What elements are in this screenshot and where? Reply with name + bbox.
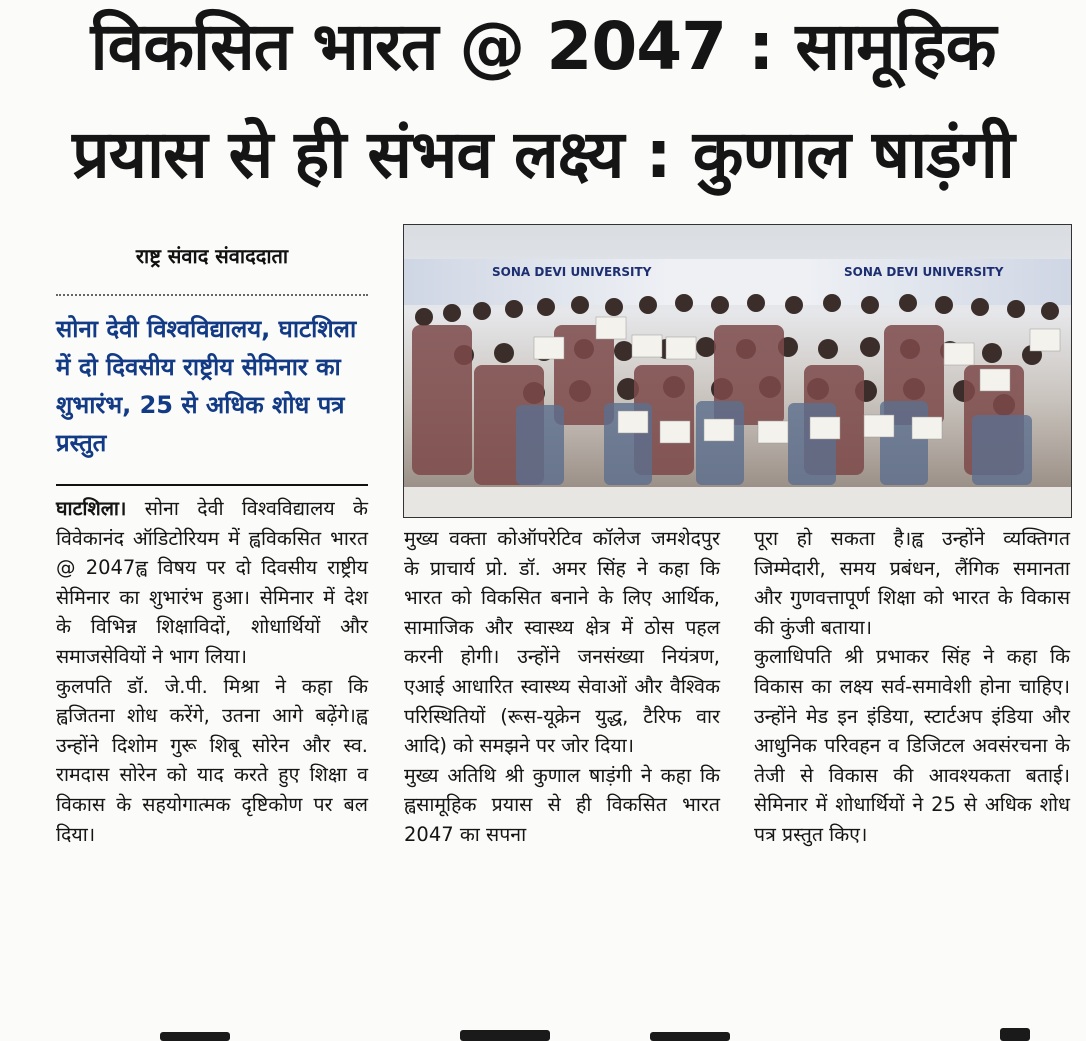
event-group-photo: [403, 224, 1072, 518]
paragraph-6: कुलाधिपति श्री प्रभाकर सिंह ने कहा कि विकास का लक्ष्य सर्व-समावेशी होना चाहिए। उन्होंने मेड इन इंडिया, स्टार्टअप इंडिया और आधुनिक परिवहन व डिजिटल अवसंरचना के तेजी से विकास की आवश्यकता बताई।सेमिनार में शोधार्थियों ने 25 से अधिक शोध पत्र प्रस्तुत किए।: [754, 645, 1070, 846]
crowd-illustration: [404, 225, 1071, 517]
paragraph-1: [56, 494, 368, 672]
byline: राष्ट्र संवाद संवाददाता: [135, 244, 289, 268]
solid-divider: [56, 484, 368, 486]
paragraph-3: मुख्य वक्ता कोऑपरेटिव कॉलेज जमशेदपुर के प्राचार्य प्रो. डॉ. अमर सिंह ने कहा कि भारत को विकसित बनाने के लिए आर्थिक, सामाजिक और स्वास्थ्य क्षेत्र में ठोस पहल करनी होगी। उन्होंने जनसंख्या नियंत्रण, एआई आधारित स्वास्थ्य सेवाओं और वैश्विक परिस्थितियों (रूस-यूक्रेन युद्ध, टैरिफ वार आदि) को समझने पर जोर दिया।: [404, 527, 720, 758]
cropped-letter-shapes: [40, 1024, 1070, 1041]
next-headline-cropped: [40, 1024, 1070, 1041]
dateline: घाटशिला।: [56, 497, 127, 520]
paragraph-4: मुख्य अतिथि श्री कुणाल षाड़ंगी ने कहा कि ह्वसामूहिक प्रयास से ही विकसित भारत 2047 का सपना: [404, 763, 720, 846]
paragraph-2: कुलपति डॉ. जे.पी. मिश्रा ने कहा कि ह्वजितना शोध करेंगे, उतना आगे बढ़ेंगे।ह्व उन्होंने दिशोम गुरू शिबू सोरेन और स्व. रामदास सोरेन को याद करते हुए शिक्षा व विकास के सहयोगात्मक दृष्टिकोण पर बल दिया।: [56, 674, 368, 846]
paragraph-5: पूरा हो सकता है।ह्व उन्होंने व्यक्तिगत जिम्मेदारी, समय प्रबंधन, लैंगिक समानता और गुणवत्तापूर्ण शिक्षा को भारत के विकास की कुंजी बताया।: [754, 527, 1070, 639]
headline-line-2: प्रयास से ही संभव लक्ष्य : कुणाल षाड़ंगी: [72, 116, 1014, 193]
headline-line-1: विकसित भारत @ 2047 : सामूहिक: [90, 8, 996, 85]
article-column-3: [754, 524, 1070, 850]
article-column-1: [56, 494, 368, 849]
paragraph-1-text: सोना देवी विश्वविद्यालय के विवेकानंद ऑडिटोरियम में ह्वविकसित भारत @ 2047ह्व विषय पर दो दिवसीय राष्ट्रीय सेमिनार का शुभारंभ हुआ। सेमिनार में देश के विभिन्न शिक्षाविदों, शोधार्थियों और समाजसेवियों ने भाग लिया।: [56, 497, 368, 668]
dotted-divider: [56, 294, 368, 296]
banner-text-left: SONA DEVI UNIVERSITY: [492, 265, 652, 279]
subheadline: सोना देवी विश्वविद्यालय, घाटशिला में दो दिवसीय राष्ट्रीय सेमिनार का शुभारंभ, 25 से अधिक शोध पत्र प्रस्तुत: [56, 315, 357, 457]
article-column-2: [404, 524, 720, 850]
banner-text-right: SONA DEVI UNIVERSITY: [844, 265, 1004, 279]
